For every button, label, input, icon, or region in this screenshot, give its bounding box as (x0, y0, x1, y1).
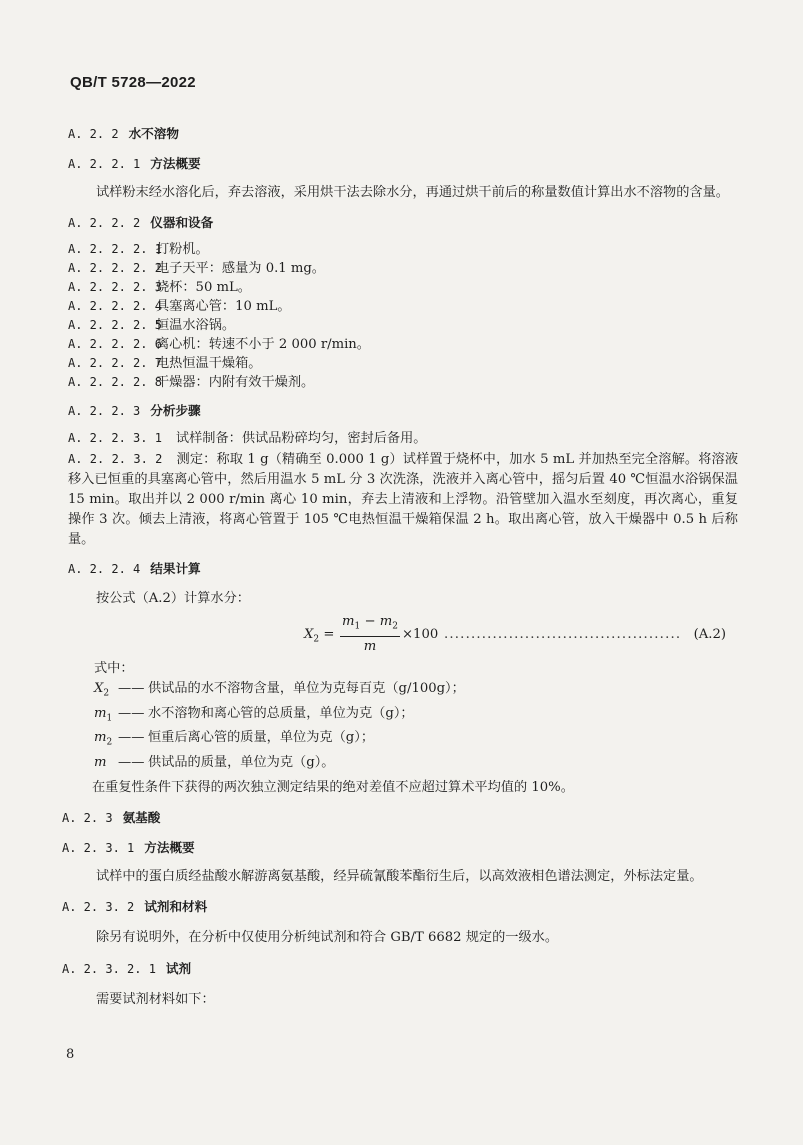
formula-a2 (68, 613, 738, 657)
step-measurement: A. 2. 2. 3. 2 测定：称取 1 g（精确至 0.000 1 g）试样置于烧杯中，加水 5 mL 并加热至完全溶解。将溶液移入已恒重的具塞离心管中，然后用温水 5 mL 分 3 次洗涤，洗液并入离心管中，摇匀后置 40 ℃恒温水浴锅保温 15 min。取出并以 2 000 r/min 离心 10 min，弃去上清液和上浮物。沿管壁加入温水至刻度，再次离心，重复操作 3 次。倾去上清液，将离心管置于 105 ℃电热恒温干燥箱保温 2 h。取出离心管，放入干燥器中 0.5 h 后称量。 (68, 452, 739, 547)
list-item: $X_2$ —— 供试品的水不溶物含量，单位为克每百克（g/100g）； (94, 681, 465, 699)
list-item: A. 2. 2. 2. 6 离心机：转速不小于 2 000 r/min。 (68, 337, 370, 352)
list-item: A. 2. 2. 2. 1 打粉机。 (68, 242, 209, 257)
paragraph-reagents-note: 除另有说明外，在分析中仅使用分析纯试剂和符合 GB/T 6682 规定的一级水。 (96, 929, 559, 945)
list-item: $m_1$ —— 水不溶物和离心管的总质量，单位为克（g）； (94, 705, 414, 724)
list-item: A. 2. 2. 2. 2 电子天平：感量为 0.1 mg。 (68, 261, 325, 276)
list-item: A. 2. 2. 2. 5 恒温水浴锅。 (68, 318, 236, 333)
standard-code: QB/T 5728—2022 (70, 74, 196, 91)
document-body (62, 120, 739, 1010)
step-sample-prep: A. 2. 2. 3. 1 试样制备：供试品粉碎均匀，密封后备用。 (68, 431, 427, 446)
list-item: A. 2. 2. 2. 3 烧杯：50 mL。 (68, 280, 251, 295)
fraction-denominator: m (363, 638, 377, 654)
page-number: 8 (66, 1047, 75, 1062)
repeatability-note: 在重复性条件下获得的两次独立测定结果的绝对差值不应超过算术平均值的 10%。 (92, 779, 574, 795)
section-heading-a231: A. 2. 3. 1 方法概要 (62, 839, 195, 855)
formula-lhs: $X_2$ = (304, 627, 335, 645)
list-item: A. 2. 2. 2. 8 干燥器：内附有效干燥剂。 (68, 375, 315, 390)
paragraph-amino-summary: 试样中的蛋白质经盐酸水解游离氨基酸，经异硫氰酸苯酯衍生后，以高效液相色谱法测定，外标法定量。 (96, 868, 703, 884)
list-item: $m_2$ —— 恒重后离心管的质量，单位为克（g）； (94, 730, 375, 748)
list-item: A. 2. 2. 2. 7 电热恒温干燥箱。 (68, 356, 262, 371)
formula-intro: 按公式（A.2）计算水分： (96, 591, 250, 606)
equation-number: (A.2) (693, 627, 726, 642)
section-heading-a23: A. 2. 3 氨基酸 (62, 809, 161, 825)
formula-leader-dots: ............................................ (444, 627, 682, 642)
paragraph-method-summary: 试样粉末经水溶化后，弃去溶液，采用烘干法去除水分，再通过烘干前后的称量数值计算出水不溶物的含量。 (96, 185, 729, 200)
where-label: 式中： (94, 661, 134, 676)
equipment-list (68, 240, 738, 392)
section-heading-a22: A. 2. 2 水不溶物 (68, 126, 179, 141)
variable-definitions (94, 679, 738, 798)
list-item: m —— 供试品的质量，单位为克（g）。 (94, 754, 335, 770)
section-heading-a232: A. 2. 3. 2 试剂和材料 (62, 898, 208, 914)
section-heading-a221: A. 2. 2. 1 方法概要 (68, 156, 201, 171)
fraction-numerator: $m_1 - m_2$ (340, 613, 400, 637)
formula-multiplier: ×100 (402, 627, 439, 642)
paragraph-reagent-list-intro: 需要试剂材料如下： (96, 991, 215, 1007)
list-item: A. 2. 2. 2. 4 具塞离心管：10 mL。 (68, 299, 291, 314)
section-heading-a223: A. 2. 2. 3 分析步骤 (68, 403, 201, 418)
section-heading-a222: A. 2. 2. 2 仪器和设备 (68, 215, 214, 230)
section-heading-a224: A. 2. 2. 4 结果计算 (68, 561, 201, 576)
formula-fraction (340, 613, 400, 657)
section-heading-a2321: A. 2. 3. 2. 1 试剂 (62, 960, 192, 976)
analysis-steps (68, 428, 738, 550)
